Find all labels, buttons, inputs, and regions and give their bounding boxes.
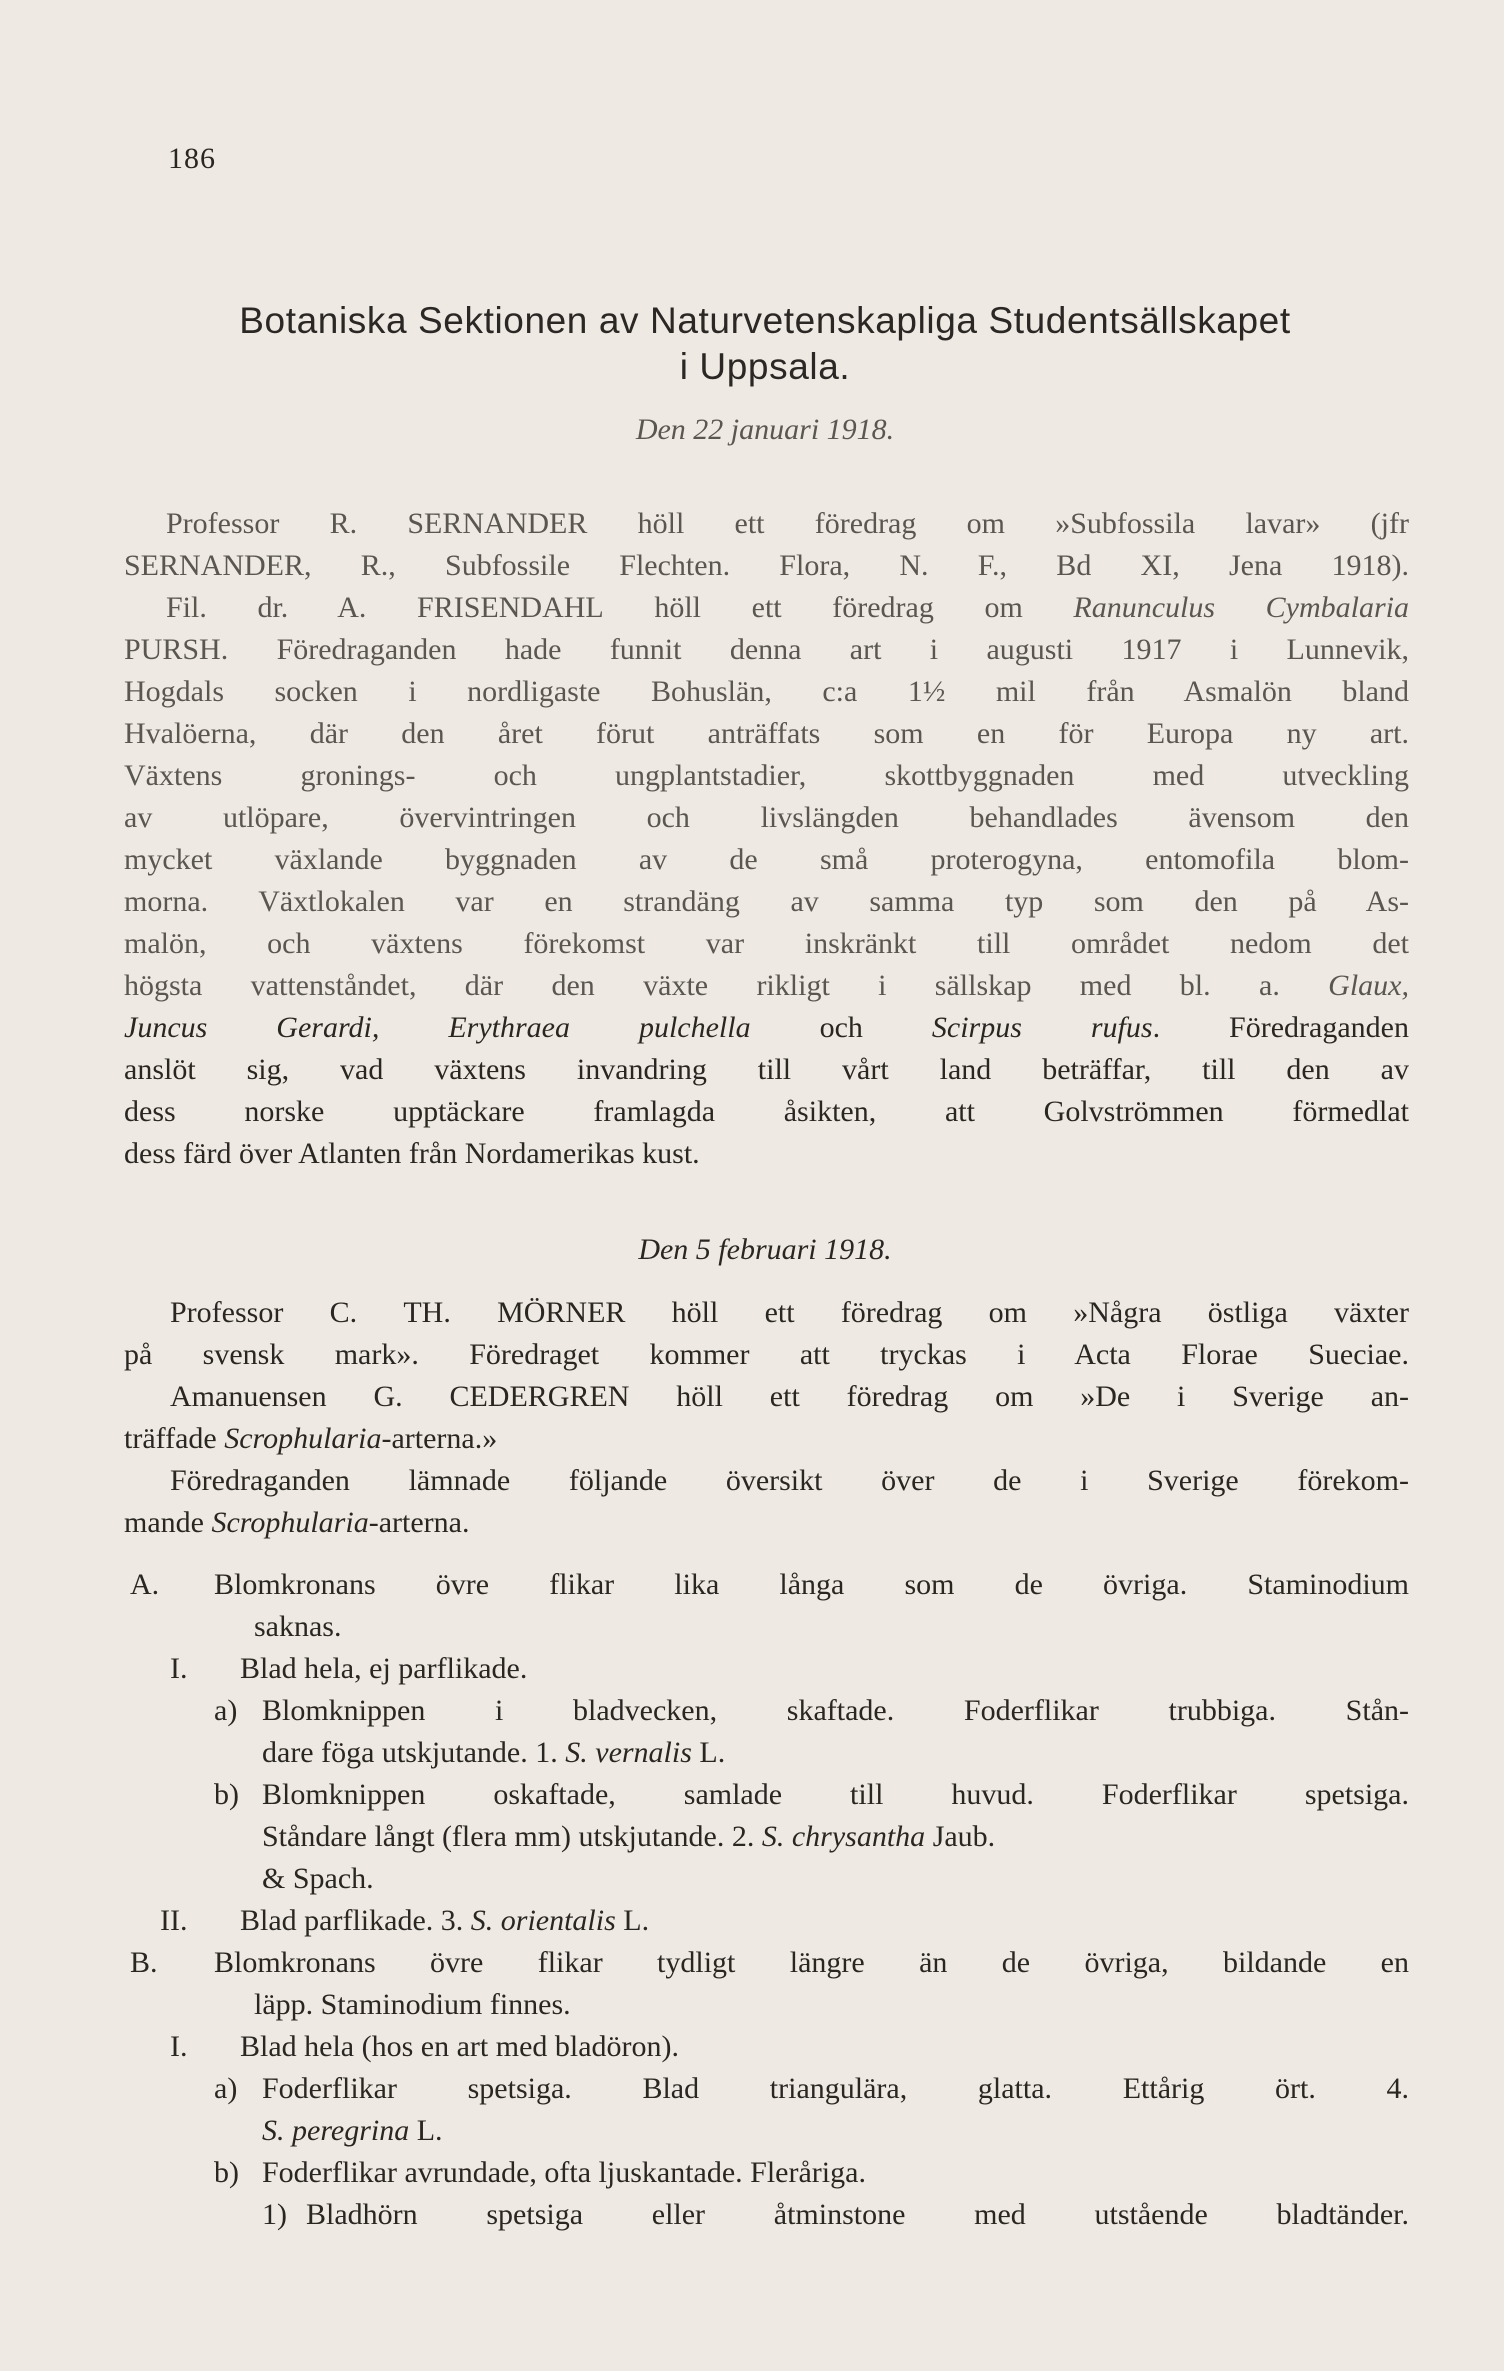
key-label: A.: [130, 1568, 160, 1601]
text-line: Juncus Gerardi, Erythraea pulchella och Scirpus rufus. Föredraganden: [124, 1011, 1409, 1044]
text-line: dess norske upptäckare framlagda åsikten, att Golvströmmen förmedlat: [124, 1095, 1409, 1128]
key-text: Blomknippen i bladvecken, skaftade. Foderflikar trubbiga. Stån-: [262, 1694, 1409, 1727]
key-text: S. peregrina L.: [262, 2114, 443, 2147]
text-line: anslöt sig, vad växtens invandring till vårt land beträffar, till den av: [124, 1053, 1409, 1086]
text-line: Hvalöerna, där den året förut anträffats som en för Europa ny art.: [124, 717, 1409, 750]
key-label: a): [214, 2072, 238, 2105]
text-line: morna. Växtlokalen var en strandäng av samma typ som den på As-: [124, 885, 1409, 918]
key-text: saknas.: [254, 1610, 342, 1643]
text-line: högsta vattenståndet, där den växte rikligt i sällskap med bl. a. Glaux,: [124, 969, 1409, 1002]
text-line: Fil. dr. A. FRISENDAHL höll ett föredrag om Ranunculus Cymbalaria: [166, 591, 1409, 624]
key-text: Bladhörn spetsiga eller åtminstone med utstående bladtänder.: [306, 2198, 1409, 2231]
key-label: I.: [170, 1652, 188, 1685]
key-label: B.: [130, 1946, 158, 1979]
text-line: malön, och växtens förekomst var inskränkt till området nedom det: [124, 927, 1409, 960]
text-line: Hogdals socken i nordligaste Bohuslän, c:a 1½ mil från Asmalön bland: [124, 675, 1409, 708]
text-line: mande Scrophularia-arterna.: [124, 1506, 470, 1539]
text-line: Professor R. SERNANDER höll ett föredrag om »Subfossila lavar» (jfr: [166, 507, 1409, 540]
key-text: Blad hela, ej parflikade.: [240, 1652, 528, 1685]
text-line: Föredraganden lämnade följande översikt över de i Sverige förekom-: [170, 1464, 1409, 1497]
key-label: II.: [160, 1904, 188, 1937]
page-number: 186: [168, 142, 216, 175]
key-label: b): [214, 2156, 239, 2189]
text-line: av utlöpare, övervintringen och livslängden behandlades ävensom den: [124, 801, 1409, 834]
key-text: Blad hela (hos en art med bladöron).: [240, 2030, 680, 2063]
text-line: mycket växlande byggnaden av de små proterogyna, entomofila blom-: [124, 843, 1409, 876]
text-line: SERNANDER, R., Subfossile Flechten. Flora, N. F., Bd XI, Jena 1918).: [124, 549, 1409, 582]
text-line: Amanuensen G. CEDERGREN höll ett föredrag om »De i Sverige an-: [170, 1380, 1409, 1413]
key-text: Foderflikar avrundade, ofta ljuskantade. Fleråriga.: [262, 2156, 866, 2189]
key-text: & Spach.: [262, 1862, 374, 1895]
key-label: a): [214, 1694, 238, 1727]
key-text: Foderflikar spetsiga. Blad triangulära, glatta. Ettårig ört. 4.: [262, 2072, 1409, 2105]
key-text: Blomkronans övre flikar tydligt längre än de övriga, bildande en: [214, 1946, 1409, 1979]
key-text: Ståndare långt (flera mm) utskjutande. 2. S. chrysantha Jaub.: [262, 1820, 996, 1853]
key-label: I.: [170, 2030, 188, 2063]
text-line: PURSH. Föredraganden hade funnit denna art i augusti 1917 i Lunnevik,: [124, 633, 1409, 666]
key-text: Blad parflikade. 3. S. orientalis L.: [240, 1904, 650, 1937]
key-label: b): [214, 1778, 239, 1811]
section-heading-city: i Uppsala.: [679, 346, 851, 387]
key-text: Blomkronans övre flikar lika långa som de övriga. Staminodium: [214, 1568, 1409, 1601]
text-line: Professor C. TH. MÖRNER höll ett föredrag om »Några östliga växter: [170, 1296, 1409, 1329]
meeting-date-2: Den 5 februari 1918.: [638, 1233, 892, 1266]
key-text: läpp. Staminodium finnes.: [254, 1988, 571, 2021]
text-line: träffade Scrophularia-arterna.»: [124, 1422, 498, 1455]
key-text: dare föga utskjutande. 1. S. vernalis L.: [262, 1736, 726, 1769]
section-heading: Botaniska Sektionen av Naturvetenskapliga Studentsällskapet: [239, 300, 1291, 341]
text-line: på svensk mark». Föredraget kommer att tryckas i Acta Florae Sueciae.: [124, 1338, 1409, 1371]
text-line: dess färd över Atlanten från Nordamerikas kust.: [124, 1137, 700, 1170]
meeting-date-1: Den 22 januari 1918.: [635, 413, 895, 446]
key-label: 1): [262, 2198, 287, 2231]
text-line: Växtens gronings- och ungplantstadier, skottbyggnaden med utveckling: [124, 759, 1409, 792]
key-text: Blomknippen oskaftade, samlade till huvud. Foderflikar spetsiga.: [262, 1778, 1409, 1811]
